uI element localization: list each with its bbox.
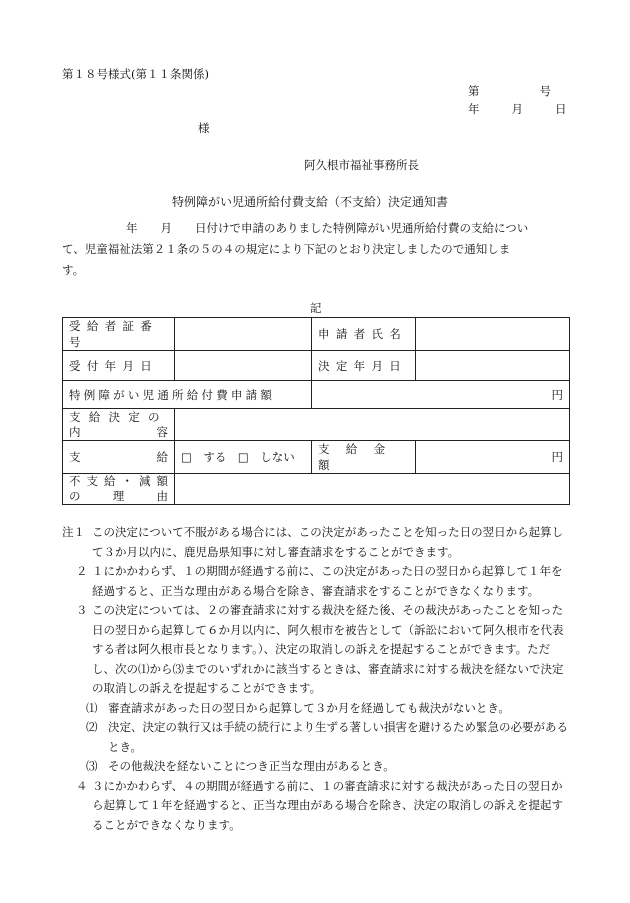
content-label-line1: 支 給 決 定 の: [69, 409, 162, 424]
sub-3-mark: ⑶: [86, 759, 98, 773]
body-line-2: て、児童福祉法第２１条の５の４の規定により下記のとおり決定しましたので通知しま: [62, 242, 511, 256]
note-3-mark: ３: [76, 603, 88, 617]
day-label: 日: [555, 102, 567, 116]
pay-amount-label: 支 給 金 額: [312, 441, 416, 474]
form-number: 第１８号様式(第１１条関係): [62, 67, 209, 81]
number-suffix: 号: [539, 84, 551, 98]
sub-3-text: その他裁決を経ないことにつき正当な理由があるとき。: [108, 759, 395, 773]
payment-option[interactable]: □ する □ しない: [175, 441, 312, 474]
content-label: [63, 409, 175, 441]
notes: [62, 523, 572, 835]
note-4-mark: ４: [76, 778, 88, 793]
year-label: 年: [468, 102, 480, 116]
number-prefix: 第: [468, 84, 480, 98]
note-2: [62, 562, 572, 601]
document-number: [468, 83, 551, 99]
note-4: [62, 777, 572, 836]
note-1: [62, 523, 572, 562]
recipient-no-label: 受給者証番号: [63, 318, 175, 351]
decision-date-value[interactable]: [416, 351, 570, 381]
accept-date-label: 受付年月日: [63, 351, 175, 381]
sub-1-text: 審査請求があった日の翌日から起算して３か月を経過しても裁決がないとき。: [108, 700, 510, 715]
content-label-line2: 内 容: [69, 424, 168, 439]
body-line-1: 年 月 日付けで申請のありました特例障がい児通所給付費の支給につい: [126, 221, 529, 235]
note-2-mark: ２: [76, 564, 88, 578]
applicant-label: 申請者氏名: [312, 318, 416, 351]
sub-1-mark: ⑴: [86, 700, 98, 715]
applicant-value[interactable]: [416, 318, 570, 351]
document-title: 特例障がい児通所給付費支給（不支給）決定通知書: [172, 195, 449, 209]
apply-amount-label: 特例障がい児通所給付費申請額: [63, 381, 312, 409]
note-1-text: この決定について不服がある場合には、この決定があったことを知った日の翌日から起算して３か月以内に、鹿児島県知事に対し審査請求をすることができます。: [92, 525, 564, 559]
reason-label-line2: の 理 由: [69, 489, 168, 503]
pay-amount-value[interactable]: 円: [416, 441, 570, 474]
reason-label-line1: 不支給・減額: [69, 474, 168, 488]
note-3: [62, 601, 572, 699]
decision-table: [62, 317, 570, 505]
month-label: 月: [511, 102, 523, 116]
reason-value[interactable]: [175, 474, 570, 505]
note-4-text: ３にかかわらず、４の期間が経過する前に、１の審査請求に対する裁決があった日の翌日から起算して１年を経過すると、正当な理由がある場合を除き、決定の取消しの訴えを提起することができなくなります。: [92, 778, 564, 832]
decision-date-label: 決定年月日: [312, 351, 416, 381]
sub-2-text: 決定、決定の執行又は手続の続行により生ずる著しい損害を避けるため緊急の必要があるとき。: [108, 720, 568, 754]
reason-label: [63, 474, 175, 505]
note-3-sub-1: [62, 699, 572, 719]
addressee-honorific: 様: [198, 121, 210, 135]
issuer: 阿久根市福祉事務所長: [304, 158, 419, 172]
note-2-text: １にかかわらず、１の期間が経過する前に、この決定があった日の翌日から起算して１年を経過すると、正当な理由がある場合を除き、審査請求をすることができなくなります。: [92, 564, 563, 598]
note-3-text: この決定については、２の審査請求に対する裁決を経た後、その裁決があったことを知った日の翌日から起算して６か月以内に、阿久根市を被告として（訴訟において阿久根市を代表する者は阿久根市長となります。）、決定の取消しの訴えを提起することができます。ただし、次の⑴から⑶までのいずれかに該当するときは、審査請求に対する裁決を経ないで決定の取消しの訴えを提起することができます。: [92, 603, 564, 695]
ki-heading: 記: [310, 301, 322, 315]
recipient-no-value[interactable]: [175, 318, 312, 351]
note-3-sub-3: [62, 757, 572, 777]
note-3-sub-2: [62, 718, 572, 757]
note-1-mark: 注１: [62, 525, 85, 539]
document-date: [468, 101, 567, 117]
content-value[interactable]: [175, 409, 570, 441]
sub-2-mark: ⑵: [86, 720, 98, 734]
body-line-3: す。: [62, 263, 85, 277]
accept-date-value[interactable]: [175, 351, 312, 381]
payment-label: 支 給: [63, 441, 175, 474]
body-text: [62, 218, 576, 281]
apply-amount-value[interactable]: 円: [312, 381, 570, 409]
